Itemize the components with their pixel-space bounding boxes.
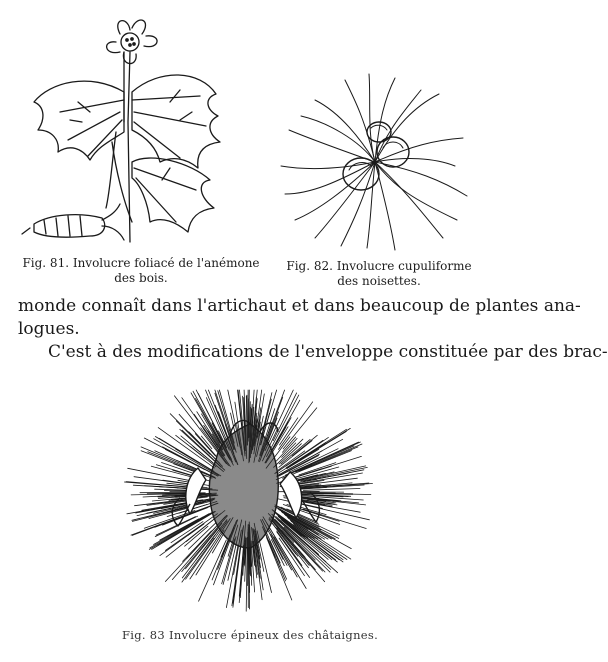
burr-spine — [132, 503, 218, 535]
burr-spine — [182, 398, 223, 457]
burr-spine — [186, 529, 218, 568]
body-paragraph-line-2: logues. — [18, 319, 80, 339]
figure-82-caption-line2: des noisettes. — [337, 274, 421, 288]
figure-81-caption-line2: des bois. — [114, 271, 168, 285]
chestnut-burr-illustration — [120, 388, 378, 620]
figure-82-caption-line1: Fig. 82. Involucre cupuliforme — [286, 259, 472, 273]
figure-81-caption — [0, 256, 282, 286]
figure-81-caption-line1: Fig. 81. Involucre foliacé de l'anémone — [22, 256, 260, 270]
burr-spine — [303, 489, 360, 491]
burr-spine — [283, 408, 317, 449]
burr-spine — [276, 422, 288, 443]
figure-83-caption: Fig. 83 Involucre épineux des châtaignes. — [121, 628, 379, 642]
body-paragraph-line-3: C'est à des modifications de l'enveloppe constituée par des brac- — [48, 342, 608, 362]
hazelnut-cluster-illustration — [275, 70, 475, 255]
burr-spine — [240, 543, 244, 597]
body-paragraph-line-1: monde connaît dans l'artichaut et dans beaucoup de plantes ana- — [18, 296, 581, 316]
anemone-plant-illustration — [20, 12, 255, 244]
burr-spine — [276, 438, 297, 461]
figure-82-caption — [262, 259, 496, 289]
burr-spine — [296, 444, 362, 472]
burr-spine — [279, 402, 313, 450]
burr-spine — [154, 439, 219, 476]
